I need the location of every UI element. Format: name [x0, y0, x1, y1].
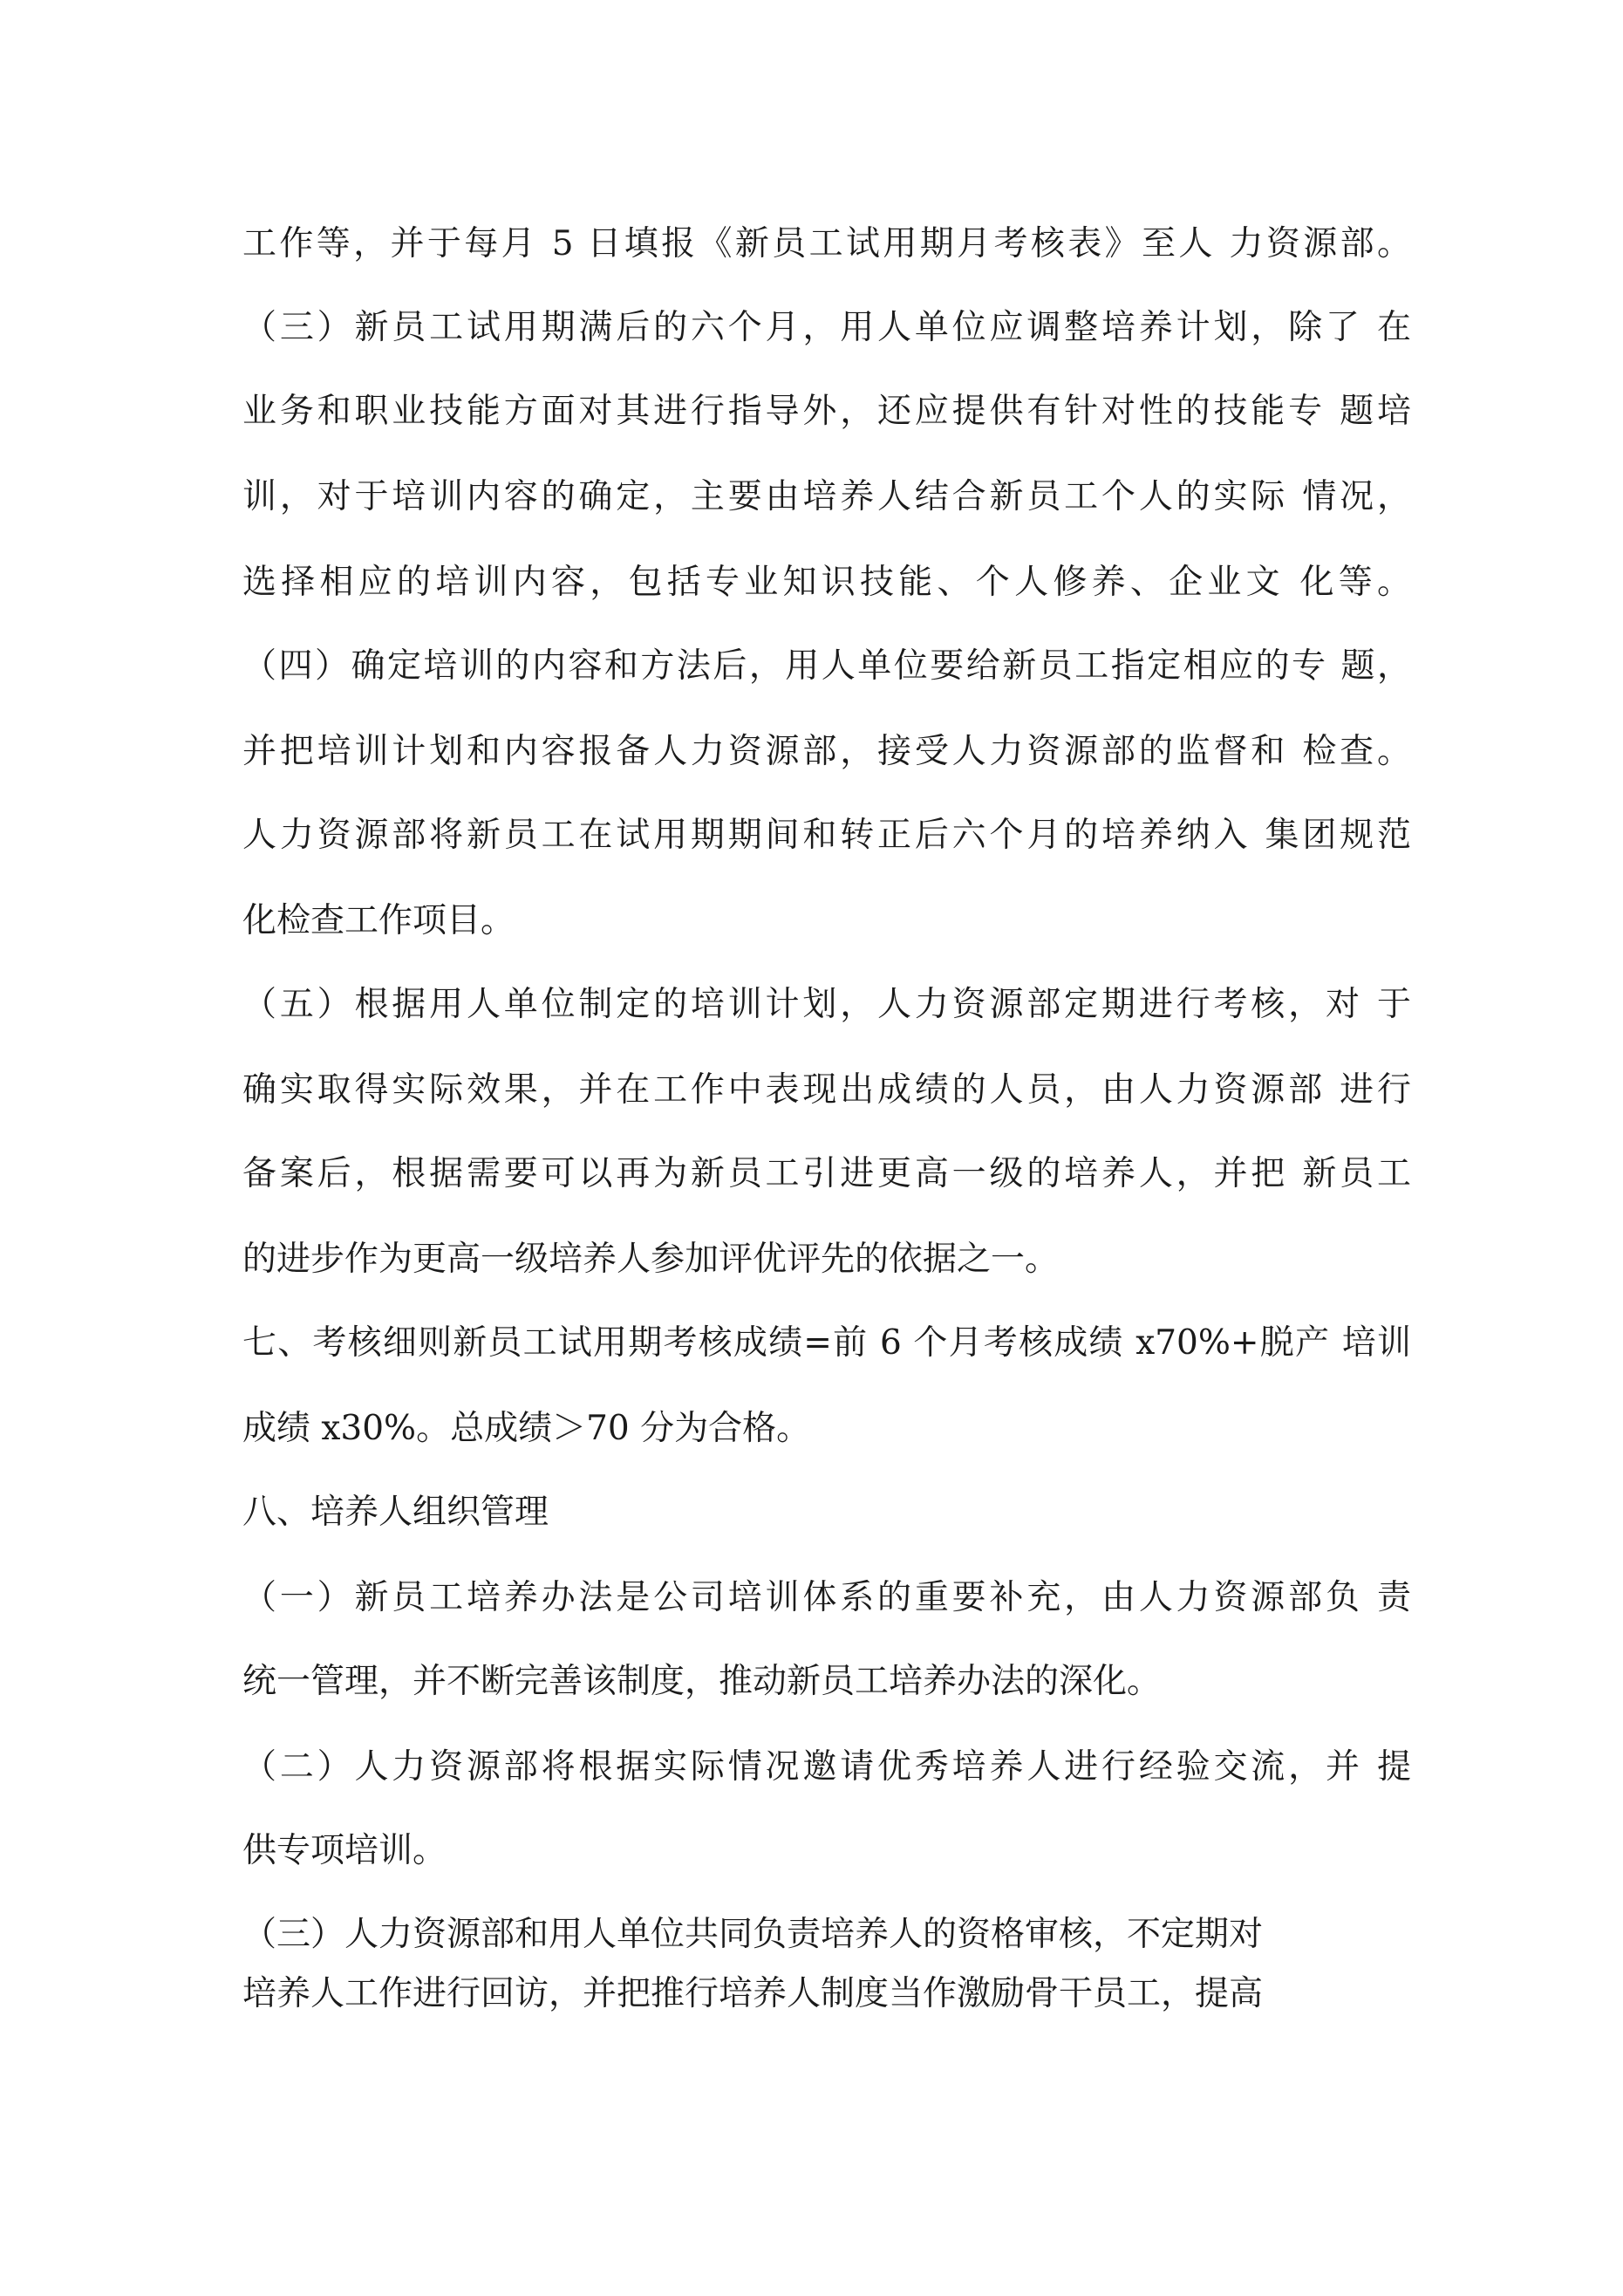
text-line: 化检查工作项目。 [242, 901, 515, 940]
section-heading: 八、培养人组织管理 [242, 1493, 549, 1532]
text-line: 备案后，根据需要可以再为新员工引进更高一级的培养人，并把 新员工 [242, 1154, 1411, 1193]
text-line: 统一管理，并不断完善该制度，推动新员工培养办法的深化。 [242, 1662, 1162, 1701]
text-line: 确实取得实际效果，并在工作中表现出成绩的人员，由人力资源部 进行 [242, 1070, 1411, 1110]
text-line: 业务和职业技能方面对其进行指导外，还应提供有针对性的技能专 题培 [242, 392, 1411, 431]
text-line: 工作等，并于每月 5 日填报《新员工试用期月考核表》至人 力资源部。 [242, 224, 1411, 263]
text-line: （一）新员工培养办法是公司培训体系的重要补充，由人力资源部负 责 [242, 1578, 1411, 1617]
text-line: （三）人力资源部和用人单位共同负责培养人的资格审核，不定期对 [242, 1915, 1264, 1954]
text-line: 的进步作为更高一级培养人参加评优评先的依据之一。 [242, 1240, 1060, 1279]
text-line: 成绩 x30%。总成绩＞70 分为合格。 [242, 1409, 811, 1448]
text-line: 训，对于培训内容的确定，主要由培养人结合新员工个人的实际 情况， [242, 477, 1411, 516]
text-line: 并把培训计划和内容报备人力资源部，接受人力资源部的监督和 检查。 [242, 732, 1411, 771]
text-line: （五）根据用人单位制定的培训计划，人力资源部定期进行考核，对 于 [242, 985, 1411, 1024]
text-line: 七、考核细则新员工试用期考核成绩=前 6 个月考核成绩 x70%+脱产 培训 [242, 1323, 1411, 1363]
text-line: 人力资源部将新员工在试用期期间和转正后六个月的培养纳入 集团规范 [242, 816, 1411, 855]
text-line: 供专项培训。 [242, 1831, 447, 1870]
text-line: （二）人力资源部将根据实际情况邀请优秀培养人进行经验交流，并 提 [242, 1747, 1411, 1787]
text-line: 培养人工作进行回访，并把推行培养人制度当作激励骨干员工，提高 [242, 1974, 1264, 2013]
text-line: （三）新员工试用期满后的六个月，用人单位应调整培养计划，除了 在 [242, 308, 1411, 347]
text-line: （四）确定培训的内容和方法后，用人单位要给新员工指定相应的专 题， [242, 646, 1411, 686]
text-line: 选择相应的培训内容，包括专业知识技能、个人修养、企业文 化等。 [242, 563, 1411, 602]
